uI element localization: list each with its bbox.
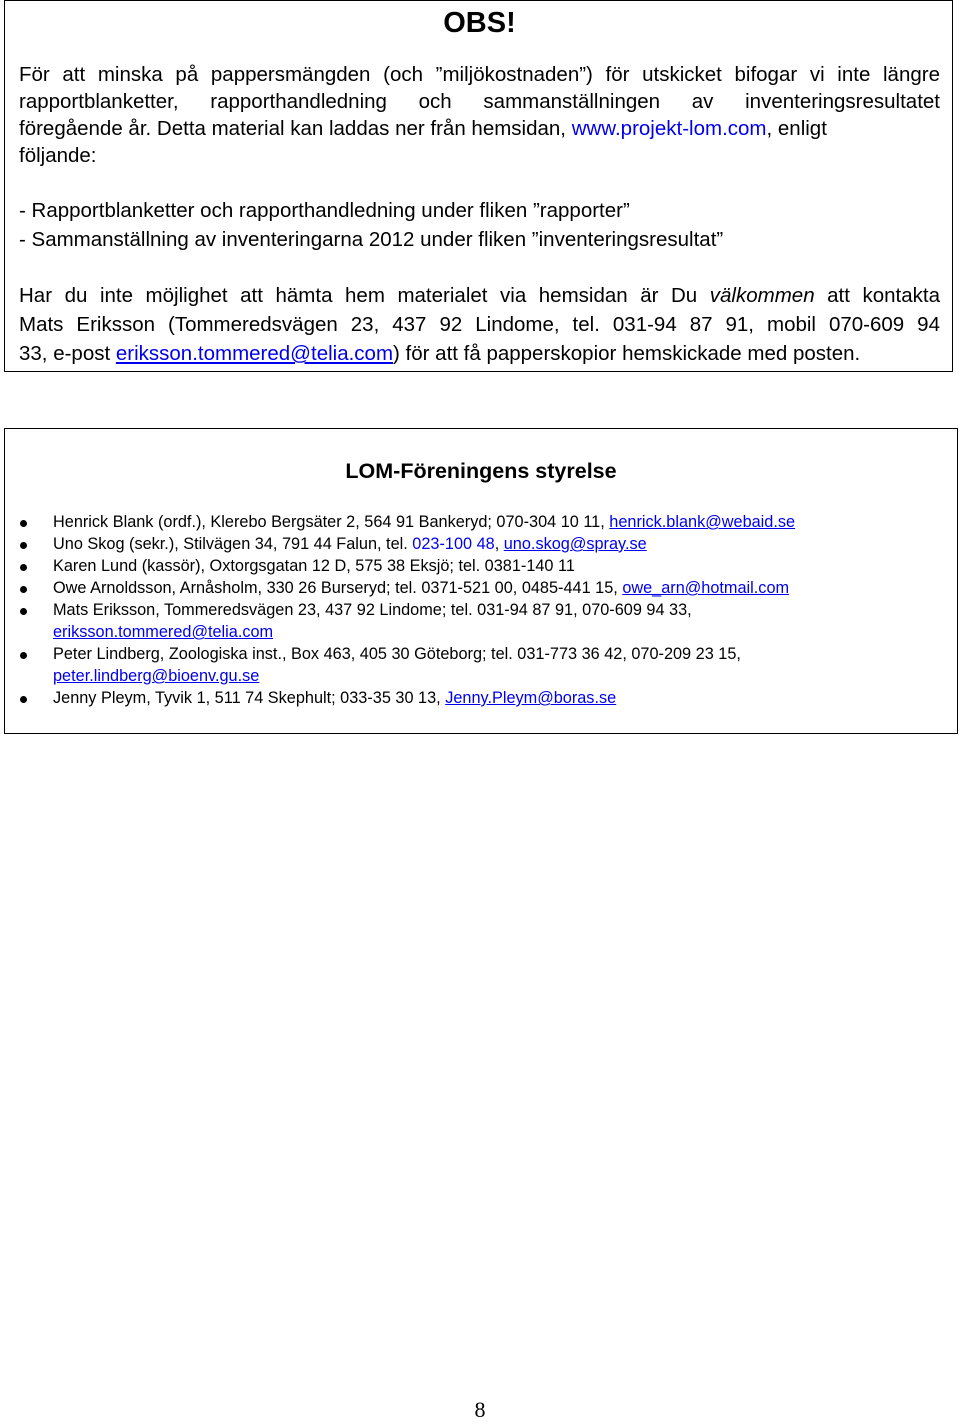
- board-title: LOM-Föreningens styrelse: [345, 459, 617, 483]
- bullet-icon: [20, 696, 27, 703]
- member-email-link[interactable]: Jenny.Pleym@boras.se: [445, 689, 617, 707]
- intro-line-3: [19, 115, 940, 142]
- list-item: [5, 599, 957, 643]
- contact-line-3-end: ) för att få papperskopior hemskickade med posten.: [393, 342, 861, 365]
- list-item: [5, 577, 957, 599]
- member-email-link[interactable]: peter.lindberg@bioenv.gu.se: [53, 667, 260, 685]
- material-list: [19, 196, 940, 254]
- board-member-list: [5, 511, 957, 709]
- notice-box: [4, 0, 953, 372]
- intro-paragraph: [19, 61, 940, 169]
- contact-email-link[interactable]: eriksson.tommered@telia.com: [115, 342, 394, 365]
- contact-line-2: Mats Eriksson (Tommeredsvägen 23, 437 92 Lindome, tel. 031-94 87 91, mobil 070-609 94: [19, 313, 940, 336]
- contact-line-1-end: att kontakta: [814, 284, 940, 307]
- intro-line-4: följande:: [19, 144, 97, 167]
- member-phone: 023-100 48: [412, 535, 495, 553]
- intro-line-3-end: , enligt: [766, 117, 827, 140]
- member-text: Peter Lindberg, Zoologiska inst., Box 463, 405 30 Göteborg; tel. 031-773 36 42, 070-209 23 15,: [53, 645, 741, 663]
- intro-line-3-start: föregående år. Detta material kan laddas ner från hemsidan,: [19, 117, 572, 140]
- member-text: Uno Skog (sekr.), Stilvägen 34, 791 44 Falun, tel.: [53, 535, 413, 553]
- member-email-link[interactable]: uno.skog@spray.se: [503, 535, 647, 553]
- contact-line-3-start: 33, e-post: [19, 342, 116, 365]
- material-item-summary: - Sammanställning av inventeringarna 2012 under fliken ”inventeringsresultat”: [19, 228, 724, 251]
- contact-line-1-start: Har du inte möjlighet att hämta hem materialet via hemsidan är Du: [19, 284, 710, 307]
- notice-title: OBS!: [443, 7, 516, 39]
- list-item: [5, 687, 957, 709]
- member-text: Jenny Pleym, Tyvik 1, 511 74 Skephult; 033-35 30 13,: [53, 689, 446, 707]
- page-number: 8: [474, 1397, 486, 1422]
- list-item: [5, 511, 957, 533]
- member-separator: ,: [494, 535, 504, 553]
- member-text: Henrick Blank (ordf.), Klerebo Bergsäter 2, 564 91 Bankeryd; 070-304 10 11,: [53, 513, 610, 531]
- bullet-icon: [20, 564, 27, 571]
- contact-welcome-word: välkommen: [709, 284, 815, 307]
- list-item: [5, 555, 957, 577]
- material-item-forms: - Rapportblanketter och rapporthandledning under fliken ”rapporter”: [19, 199, 630, 222]
- intro-line-2: rapportblanketter, rapporthandledning och sammanställningen av inventeringsresultatet: [19, 90, 940, 113]
- bullet-icon: [20, 520, 27, 527]
- bullet-icon: [20, 586, 27, 593]
- member-email-link[interactable]: henrick.blank@webaid.se: [609, 513, 796, 531]
- contact-line-3: [19, 342, 860, 365]
- bullet-icon: [20, 542, 27, 549]
- bullet-icon: [20, 652, 27, 659]
- member-email-link[interactable]: eriksson.tommered@telia.com: [53, 623, 274, 641]
- member-text: Mats Eriksson, Tommeredsvägen 23, 437 92 Lindome; tel. 031-94 87 91, 070-609 94 33,: [53, 601, 692, 619]
- board-box: [4, 428, 958, 734]
- intro-line-1: För att minska på pappersmängden (och ”miljökostnaden”) för utskicket bifogar vi inte längre: [19, 63, 940, 86]
- contact-line-1: [19, 281, 940, 310]
- list-item: [5, 643, 957, 687]
- contact-paragraph: [19, 281, 940, 368]
- website-link[interactable]: www.projekt-lom.com: [571, 117, 767, 140]
- member-text: Karen Lund (kassör), Oxtorgsgatan 12 D, 575 38 Eksjö; tel. 0381-140 11: [53, 557, 575, 575]
- bullet-icon: [20, 608, 27, 615]
- member-email-link[interactable]: owe_arn@hotmail.com: [622, 579, 790, 597]
- member-text: Owe Arnoldsson, Arnåsholm, 330 26 Burseryd; tel. 0371-521 00, 0485-441 15,: [53, 579, 623, 597]
- list-item: [5, 533, 957, 555]
